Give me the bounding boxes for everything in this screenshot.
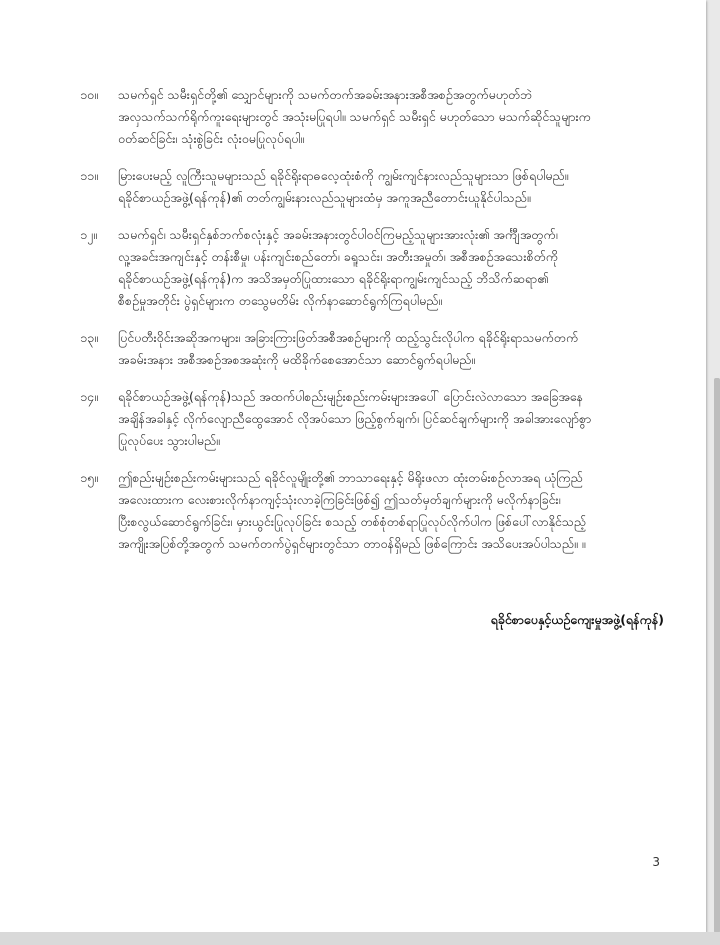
- text-line: ဤစည်းမျဉ်းစည်းကမ်းများသည် ရခိုင်လူမျိုးတို့၏ ဘာသာရေးနှင့် မိရိုးဖလာ ထုံးတမ်းစဉ်လာအရ ယုံကြည်: [118, 470, 583, 485]
- page-gap: [0, 932, 720, 945]
- text-line: အလေးထားက လေးစားလိုက်နာကျင့်သုံးလာခဲ့ကြခြင်းဖြစ်၍ ဤသတ်မှတ်ချက်များကို မလိုက်နာခြင်း၊: [118, 492, 561, 507]
- signature: ရခိုင်စာပေနှင့်ယဉ်ကျေးမှုအဖွဲ့(ရန်ကုန်): [490, 612, 664, 627]
- rule-text: [118, 165, 670, 209]
- rule-item: [80, 84, 670, 150]
- rule-item: [80, 165, 670, 209]
- text-line: ပြုလုပ်ပေး သွားပါမည်။: [118, 433, 220, 448]
- text-line: စီစဉ်မှုအတိုင်း ပွဲရှင်များက တသွေမတိမ်း လိုက်နာဆောင်ရွက်ကြရပါမည်။: [118, 293, 443, 308]
- scrollbar[interactable]: [714, 378, 720, 933]
- rule-number: ၁၅။: [80, 470, 98, 485]
- rule-text: [118, 327, 670, 371]
- text-line: ဝတ်ဆင်ခြင်း၊ သုံးစွဲခြင်း လုံးဝမပြုလုပ်ရပါ။: [118, 131, 305, 146]
- rules-list: [80, 84, 670, 570]
- text-line: ရခိုင်စာယဉ်အဖွဲ့(ရန်ကုန်)သည် အထက်ပါစည်းမျဉ်းစည်းကမ်းများအပေါ် ပြောင်းလဲလာသော အခြေအနေ: [118, 389, 584, 404]
- rule-item: [80, 386, 670, 452]
- rule-text: [118, 84, 670, 150]
- page-number: 3: [652, 855, 660, 869]
- text-line: အခမ်းအနား အစီအစဉ်အစအဆုံးကို မထိခိုက်စေအောင်သာ ဆောင်ရွက်ရပါမည်။: [118, 352, 476, 367]
- rule-item: [80, 327, 670, 371]
- text-line: အကျိုးအပြစ်တို့အတွက် သမက်တက်ပွဲရှင်များတွင်သာ တာဝန်ရှိမည် ဖြစ်ကြောင်း အသိပေးအပ်ပါသည်။ ။: [118, 536, 586, 551]
- rule-item: [80, 467, 670, 555]
- rule-number: ၁၁။: [80, 168, 98, 183]
- text-line: အချိန်အခါနှင့် လိုက်လျောညီထွေအောင် လိုအပ်သော ဖြည့်စွက်ချက်၊ ပြင်ဆင်ချက်များကို အခါအားလျော်စွာ: [118, 411, 592, 426]
- text-line: မြားပေးမည့် လူကြီးသူမများသည် ရခိုင်ရိုးရာဓလေ့ထုံးစံကို ကျွမ်းကျင်နားလည်သူများသာ ဖြစ်ရပါမည်။: [118, 168, 569, 183]
- text-line: အလှသက်သက်ရိုက်ကူးရေးများတွင် အသုံးမပြုရပါ။ သမက်ရှင် သမီးရှင် မဟုတ်သော မသက်ဆိုင်သူများက: [118, 109, 591, 124]
- rule-number: ၁၄။: [80, 389, 98, 404]
- text-line: သမက်ရှင် သမီးရှင်တို့၏ သျှောင်များကို သမက်တက်အခမ်းအနားအစီအစဉ်အတွက်မဟုတ်ဘဲ: [118, 87, 533, 102]
- text-line: သမက်ရှင်၊ သမီးရှင်နှစ်ဘက်စလုံးနှင့် အခမ်းအနားတွင်ပါဝင်ကြမည့်သူများအားလုံး၏ အင်္ကျီအတွက်၊: [118, 227, 558, 242]
- text-line: လူ့အခင်းအကျင်းနှင့် တန်းစီမှု၊ ပန်းကျင်းစည်တော်၊ ခရူသင်း၊ အတီးအမှုတ်၊ အစီအစဉ်အသေးစိတ်ကို: [118, 249, 558, 264]
- text-line: ရခိုင်စာယဉ်အဖွဲ့(ရန်ကုန်)က အသိအမှတ်ပြုထားသော ရခိုင်ရိုးရာကျွမ်းကျင်သည့် ဘိသိက်ဆရာ၏: [118, 271, 549, 286]
- rule-text: [118, 467, 670, 555]
- rule-item: [80, 224, 670, 312]
- rule-text: [118, 224, 670, 312]
- text-line: ပြီးစလွယ်ဆောင်ရွက်ခြင်း၊ မှားယွင်းပြုလုပ်ခြင်း စသည့် တစ်စုံတစ်ရာပြုလုပ်လိုက်ပါက ဖြစ်ပေါ်လာနိုင်သည့်: [118, 514, 587, 529]
- rule-number: ၁၃။: [80, 330, 98, 345]
- rule-number: ၁၂။: [80, 227, 97, 242]
- text-line: ပြင်ပတီးဝိုင်းအဆိုအကများ၊ အခြားကြားဖြတ်အစီအစဉ်များကို ထည့်သွင်းလိုပါက ရခိုင်ရိုးရာသမက်တက်: [118, 330, 579, 345]
- text-line: ရခိုင်စာယဉ်အဖွဲ့(ရန်ကုန်)၏ တတ်ကျွမ်းနားလည်သူများထံမှ အကူအညီတောင်းယူနိုင်ပါသည်။: [118, 190, 531, 205]
- rule-number: ၁၀။: [80, 87, 98, 102]
- rule-text: [118, 386, 670, 452]
